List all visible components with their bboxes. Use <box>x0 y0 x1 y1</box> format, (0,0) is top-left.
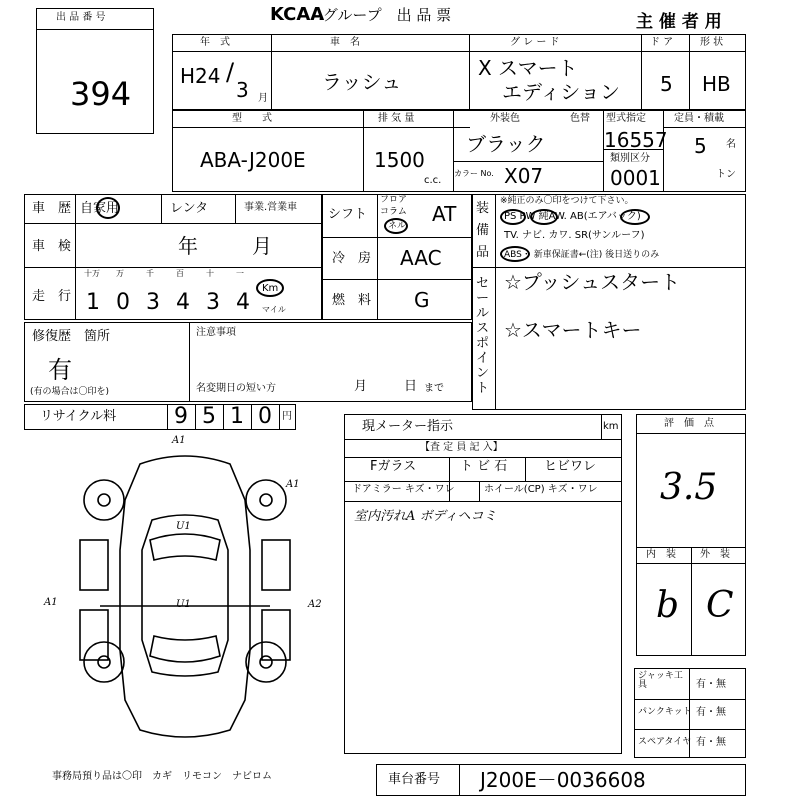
year-era: H24 <box>180 64 221 88</box>
mark-front: A1 <box>172 435 186 446</box>
puncture-options: 有・無 <box>696 707 726 718</box>
capacity-unit: 名 <box>726 139 736 150</box>
ac-label: 冷 房 <box>332 251 372 266</box>
fuel-value: G <box>414 288 430 312</box>
inspection-month: 月 <box>252 234 272 258</box>
equipment-label: 装備品 <box>476 201 490 260</box>
spec-label: 型式指定 <box>606 113 646 124</box>
selling-point-1: ☆プッシュスタート <box>504 270 681 294</box>
year-label: 年 式 <box>200 37 230 48</box>
equip-circle-ab <box>620 209 650 225</box>
spare-label: スペアタイヤ <box>638 737 692 747</box>
year-sep: / <box>226 58 235 86</box>
history-circle <box>96 197 120 219</box>
mileage-digit: 3 <box>206 290 220 315</box>
meter-unit: km <box>603 421 619 432</box>
recycle-unit: 円 <box>282 411 292 422</box>
inspection-year: 年 <box>178 234 198 258</box>
interior-label: 内 装 <box>646 549 676 560</box>
grade-line2: エディション <box>502 80 620 104</box>
fuel-label: 燃 料 <box>332 293 372 308</box>
digit-unit: 百 <box>176 269 184 278</box>
lot-number: 394 <box>70 75 132 113</box>
mark-left: A1 <box>44 597 58 608</box>
digit-unit: 千 <box>146 269 154 278</box>
recycle-digit: 0 <box>258 404 272 429</box>
model-label: 車 名 <box>330 37 360 48</box>
recycle-digit: 9 <box>174 404 188 429</box>
history-opt-private: 自家用 <box>80 201 120 216</box>
displacement-unit: c.c. <box>424 175 442 186</box>
digit-unit: 一 <box>236 269 244 278</box>
shift-floor: フロア <box>380 195 408 205</box>
title-text: .グループ 出 品 票 <box>318 6 452 24</box>
color-no-value: X07 <box>504 164 544 188</box>
interior-value: b <box>656 585 680 626</box>
recycle-label: リサイクル料 <box>40 409 117 424</box>
shift-circle <box>384 218 408 234</box>
lot-label: 出 品 番 号 <box>56 12 106 23</box>
exterior-label: 外装色 <box>490 113 520 124</box>
spec-value: 16557 <box>604 128 668 152</box>
mileage-digit: 4 <box>236 290 250 315</box>
repair-value: 有 <box>48 356 72 384</box>
history-opt-rental: レンタ <box>170 201 209 216</box>
lot-box <box>36 8 154 134</box>
doors-value: 5 <box>660 72 673 96</box>
inspection-label: 車 検 <box>32 239 72 254</box>
glass-label: Fガラス <box>370 459 417 474</box>
shift-column: コラム <box>380 207 407 217</box>
equipment-block <box>472 194 746 410</box>
selling-label: セールスポイント <box>476 276 490 396</box>
km-circle <box>256 279 284 297</box>
puncture-label: パンクキット <box>638 707 692 717</box>
mileage-digit: 1 <box>86 290 100 315</box>
km-label: Km <box>262 283 279 294</box>
mark-hood: U1 <box>176 521 191 532</box>
digit-unit: 十 <box>206 269 214 278</box>
displacement-label: 排 気 量 <box>378 113 415 124</box>
load-unit: トン <box>716 169 736 180</box>
office-note: 事務局預り品は〇印 カギ リモコン ナビロム <box>52 771 272 782</box>
score-label: 評 価 点 <box>664 418 714 429</box>
equip-circle-abs <box>500 246 530 262</box>
vin-label: 車台番号 <box>388 772 441 787</box>
repair-label: 修復歴 箇所 <box>32 329 111 344</box>
mileage-digit: 0 <box>116 290 130 315</box>
jack-label: ジャッキ工 具 <box>638 671 692 690</box>
equipment-note: ※純正のみ〇印をつけて下さい。 <box>500 196 634 206</box>
history-opt-business: 事業.営業車 <box>244 202 298 213</box>
repair-note: (有の場合は〇印を) <box>30 387 110 397</box>
mark-top-right: A1 <box>286 479 300 490</box>
mileage-label: 走 行 <box>32 289 72 304</box>
jack-options: 有・無 <box>696 679 726 690</box>
class-value: 0001 <box>610 166 661 190</box>
mile-label: マイル <box>262 305 286 314</box>
class-label: 類別区分 <box>610 153 650 164</box>
type-value: ABA-J200E <box>200 148 306 172</box>
ac-value: AAC <box>400 246 442 270</box>
color-change-label: 色替 <box>570 113 590 124</box>
equipment-line3: ABS・ 新車保証書←(注) 後日送りのみ <box>504 250 660 260</box>
expiry-day: 日 <box>404 379 418 394</box>
body-label: 形 状 <box>700 37 724 48</box>
shift-label: シフト <box>328 207 368 222</box>
year-month-unit: 月 <box>258 93 268 104</box>
title-brand: KCAA <box>270 4 325 25</box>
body-value: HB <box>702 72 731 96</box>
mileage-digit: 3 <box>146 290 160 315</box>
mark-mid: U1 <box>176 599 191 610</box>
equip-circle-pw <box>530 209 558 225</box>
digit-unit: 万 <box>116 269 124 278</box>
mirror-label: ドアミラー キズ・ワレ <box>352 484 455 495</box>
vin-value: J200E－0036608 <box>480 768 646 792</box>
expiry-month: 月 <box>354 379 368 394</box>
mark-right: A2 <box>308 599 322 610</box>
digit-unit: 十万 <box>84 269 100 278</box>
type-label: 型 式 <box>232 113 272 124</box>
expiry-label: 名変期日の短い方 <box>196 383 276 394</box>
exterior-value: ブラック <box>466 132 546 156</box>
meter-label: 現メーター指示 <box>362 419 454 434</box>
shift-paddle: ネル <box>388 221 407 231</box>
grade-label: グ レ ー ド <box>510 37 560 48</box>
mileage-digit: 4 <box>176 290 190 315</box>
shift-value: AT <box>432 202 457 226</box>
model-value: ラッシュ <box>322 70 402 94</box>
recycle-digit: 5 <box>202 404 216 429</box>
selling-point-2: ☆スマートキー <box>504 318 642 342</box>
equip-circle-ps <box>500 209 526 225</box>
capacity-label: 定員・積載 <box>674 113 724 124</box>
organizer-label: 主 催 者 用 <box>636 12 722 32</box>
score-value: 3.5 <box>660 467 718 508</box>
capacity-value: 5 <box>694 134 707 158</box>
year-month: 3 <box>236 78 249 102</box>
equipment-line2: TV. ナビ. カワ. SR(サンルーフ) <box>504 230 645 241</box>
expiry-suffix: まで <box>424 383 444 394</box>
glass-opt-chip: ト ビ 石 <box>460 459 508 474</box>
displacement-value: 1500 <box>374 148 425 172</box>
wheel-label: ホイール(CP) キズ・ワレ <box>484 484 598 495</box>
color-no-label: カラー No. <box>454 169 494 178</box>
glass-opt-crack: ヒビワレ <box>544 459 597 474</box>
notes-label: 注意事項 <box>196 327 236 338</box>
recycle-digit: 1 <box>230 404 244 429</box>
history-label: 車 歴 <box>32 201 72 216</box>
equipment-line1: PS PW 純AW. AB(エアバック) <box>504 211 641 222</box>
exterior-value: C <box>706 585 734 626</box>
inspector-handwritten: 室内汚れA ボディヘコミ <box>354 509 497 524</box>
exterior-grade-label: 外 装 <box>700 549 730 560</box>
spare-options: 有・無 <box>696 737 726 748</box>
inspector-title: 【査 定 員 記 入】 <box>420 442 503 453</box>
grade-line1: X スマート <box>478 56 578 80</box>
doors-label: ド ア <box>650 37 674 48</box>
